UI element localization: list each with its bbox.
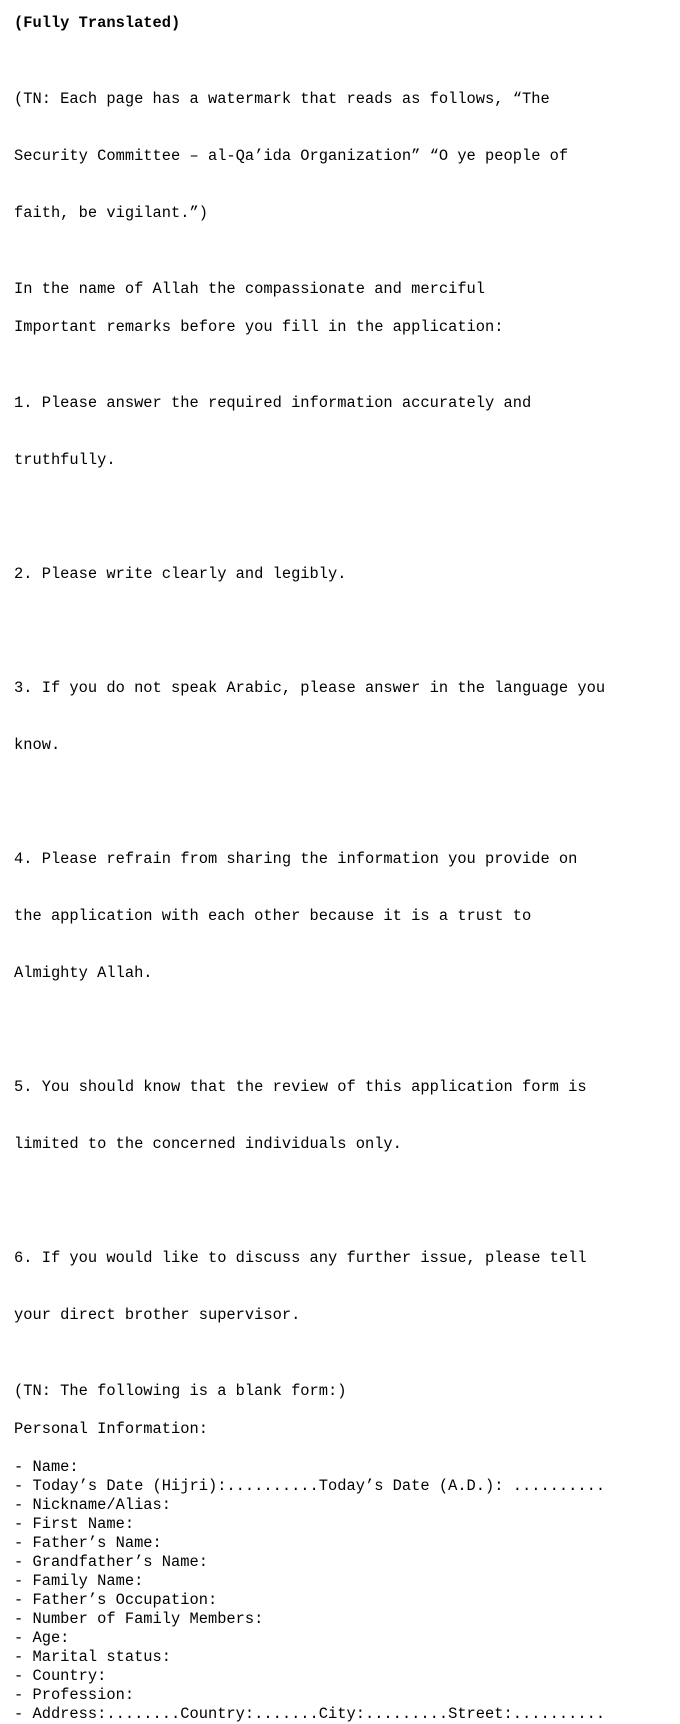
field-fathers-occupation: - Father’s Occupation: bbox=[14, 1591, 218, 1609]
field-age: - Age: bbox=[14, 1629, 70, 1647]
field-marital-status: - Marital status: bbox=[14, 1648, 172, 1666]
field-address: - Address:........Country:.......City:.........Street:.......... bbox=[14, 1705, 606, 1723]
field-todays-date: - Today’s Date (Hijri):..........Today’s Date (A.D.): .......... bbox=[14, 1477, 606, 1495]
field-nickname-alias: - Nickname/Alias: bbox=[14, 1496, 172, 1514]
bismillah-line: In the name of Allah the compassionate and merciful bbox=[14, 280, 486, 298]
translator-note-line: Security Committee – al-Qa’ida Organization” “O ye people of bbox=[14, 147, 569, 165]
field-fathers-name: - Father’s Name: bbox=[14, 1534, 162, 1552]
remark-line: 1. Please answer the required information accurately and bbox=[14, 394, 532, 412]
remarks-intro: Important remarks before you fill in the application: bbox=[14, 318, 504, 336]
field-name: - Name: bbox=[14, 1458, 79, 1476]
remark-line: know. bbox=[14, 736, 61, 754]
remark-line: 5. You should know that the review of this application form is bbox=[14, 1078, 587, 1096]
remark-line: 3. If you do not speak Arabic, please answer in the language you bbox=[14, 679, 606, 697]
remark-line: your direct brother supervisor. bbox=[14, 1306, 301, 1324]
remark-item-6 bbox=[14, 1211, 670, 1363]
remark-line: limited to the concerned individuals only. bbox=[14, 1135, 402, 1153]
field-grandfathers-name: - Grandfather’s Name: bbox=[14, 1553, 208, 1571]
field-country: - Country: bbox=[14, 1667, 107, 1685]
remark-line: 6. If you would like to discuss any further issue, please tell bbox=[14, 1249, 587, 1267]
remark-item-2 bbox=[14, 527, 670, 622]
translator-note-line: (TN: Each page has a watermark that reads as follows, “The bbox=[14, 90, 550, 108]
field-family-name: - Family Name: bbox=[14, 1572, 144, 1590]
remark-item-5 bbox=[14, 1040, 670, 1192]
personal-information-fields bbox=[14, 1458, 670, 1724]
field-profession: - Profession: bbox=[14, 1686, 135, 1704]
field-number-of-family-members: - Number of Family Members: bbox=[14, 1610, 264, 1628]
translator-note-line: faith, be vigilant.”) bbox=[14, 204, 208, 222]
remark-line: the application with each other because it is a trust to bbox=[14, 907, 532, 925]
section-title-personal-information: Personal Information: bbox=[14, 1420, 208, 1438]
remark-line: Almighty Allah. bbox=[14, 964, 153, 982]
remark-line: 2. Please write clearly and legibly. bbox=[14, 565, 347, 583]
document-page bbox=[14, 14, 670, 1724]
remark-item-1 bbox=[14, 356, 670, 508]
document-title: (Fully Translated) bbox=[14, 14, 181, 32]
remark-line: truthfully. bbox=[14, 451, 116, 469]
field-first-name: - First Name: bbox=[14, 1515, 135, 1533]
translator-note-watermark bbox=[14, 52, 670, 261]
remark-item-3 bbox=[14, 641, 670, 793]
translator-note-blank-form: (TN: The following is a blank form:) bbox=[14, 1382, 347, 1400]
remark-line: 4. Please refrain from sharing the information you provide on bbox=[14, 850, 578, 868]
remark-item-4 bbox=[14, 812, 670, 1021]
